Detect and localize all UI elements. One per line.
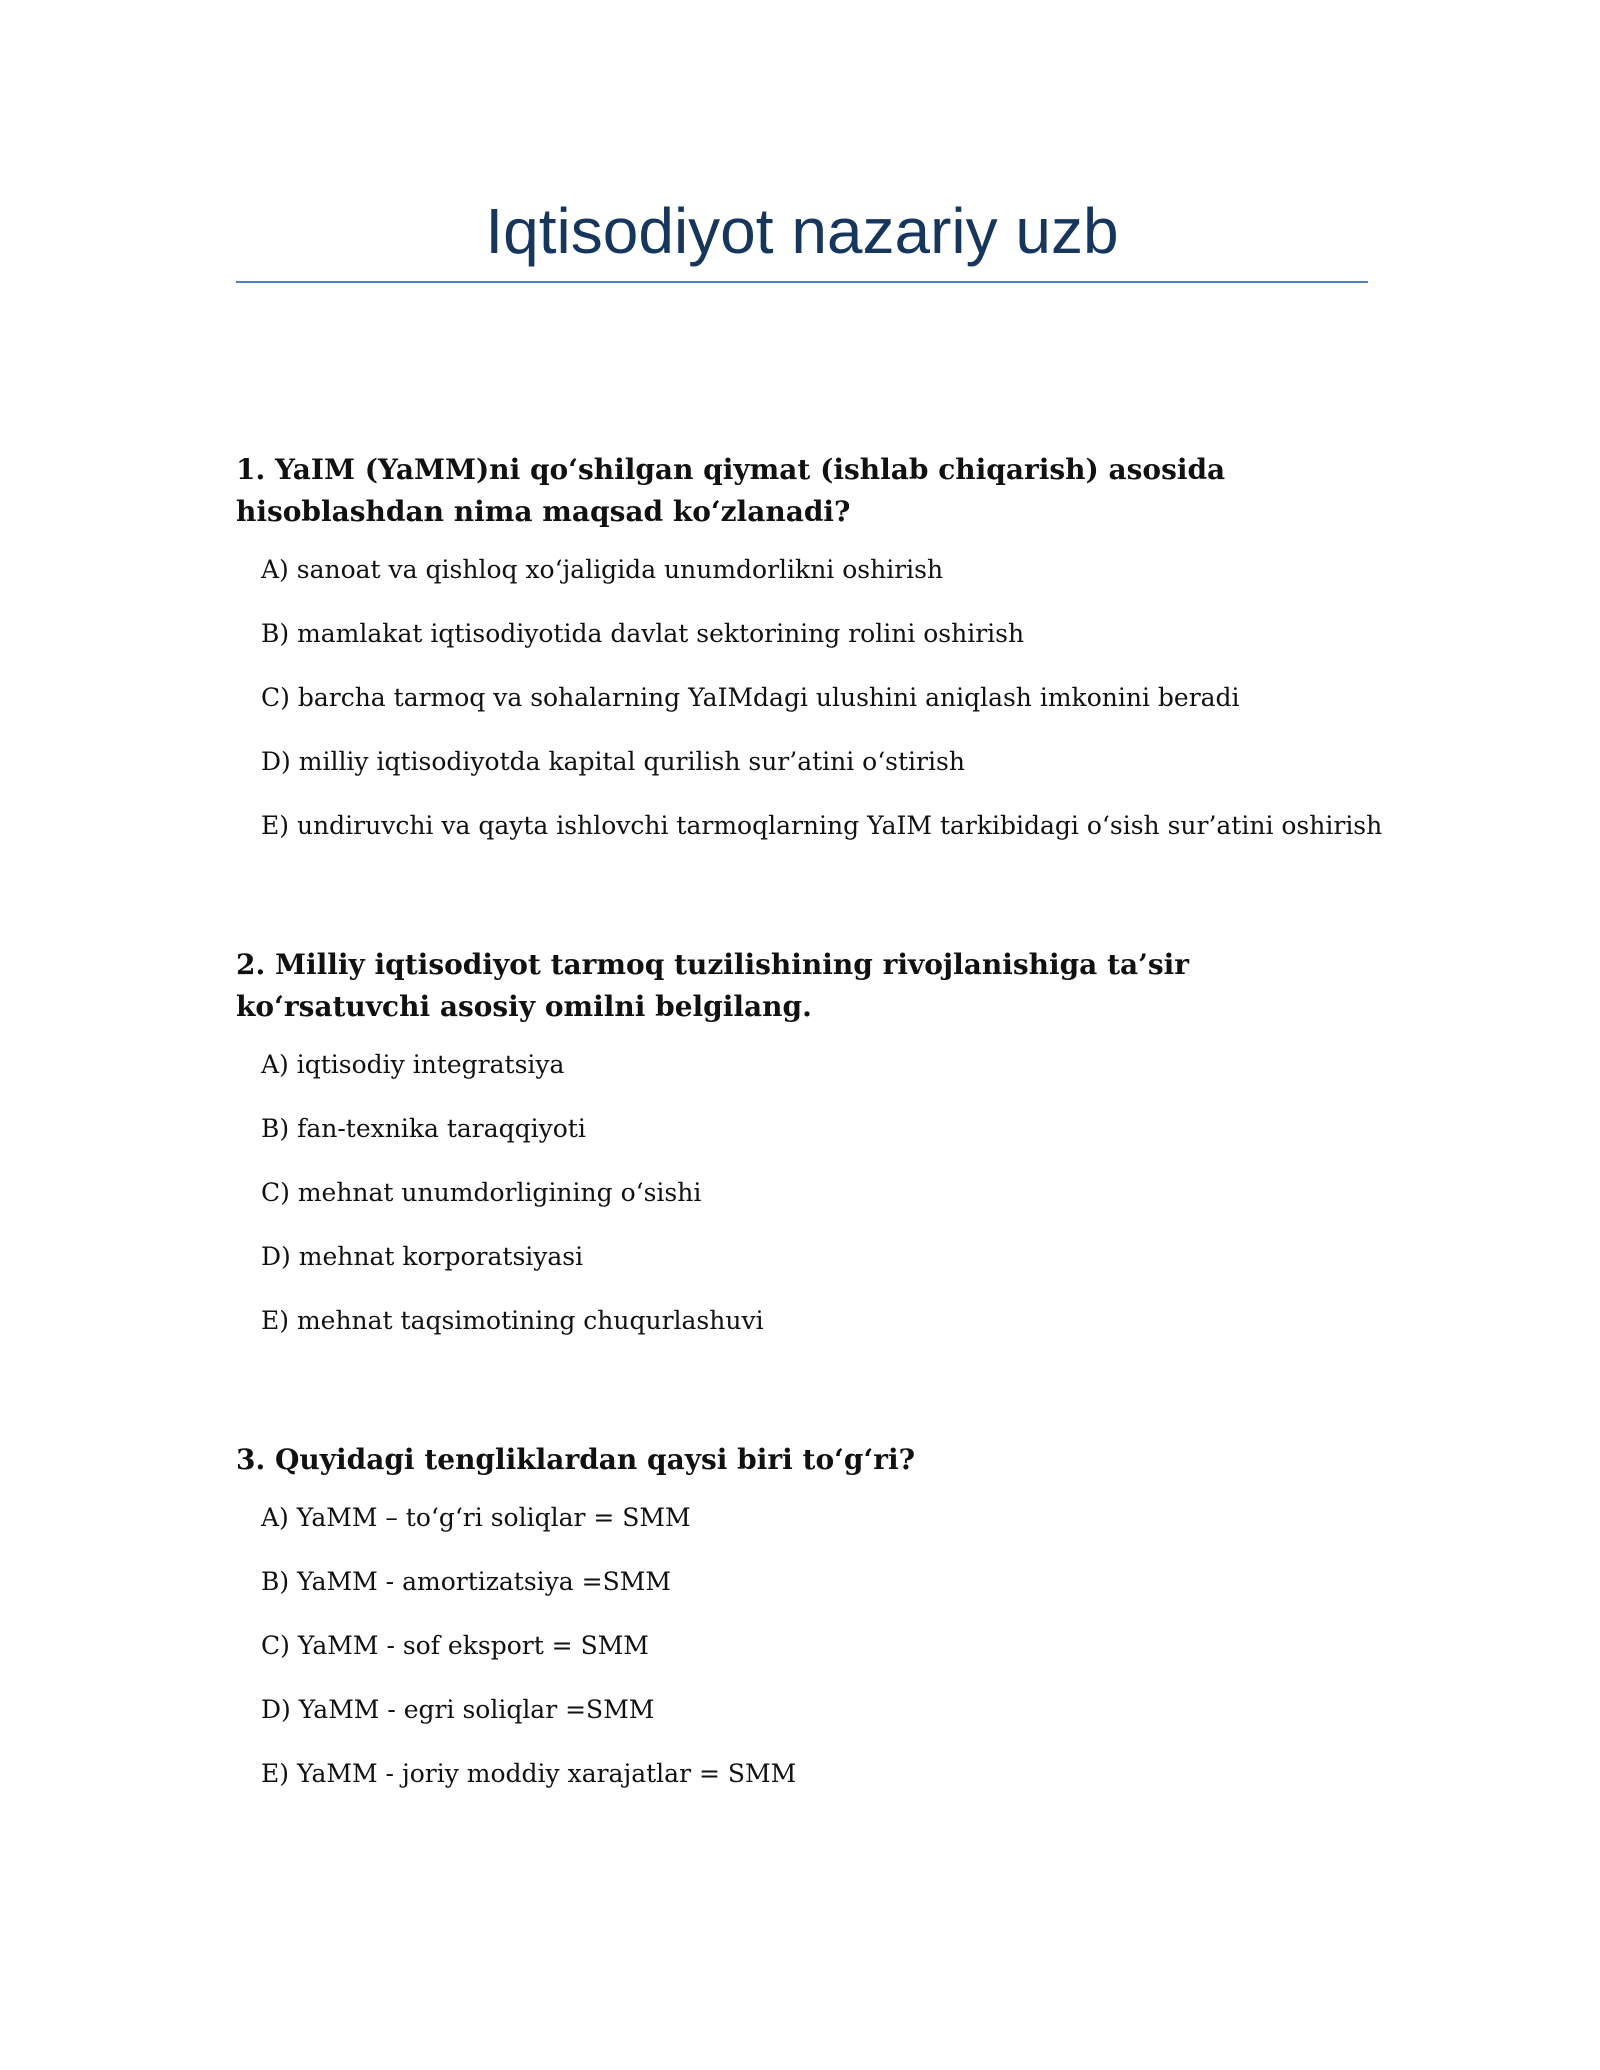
answer-options bbox=[236, 553, 1383, 843]
title-underline bbox=[236, 281, 1368, 283]
answer-option-b: B) fan-texnika taraqqiyoti bbox=[261, 1114, 586, 1143]
answer-option-c: C) mehnat unumdorligining o‘sishi bbox=[261, 1178, 702, 1207]
answer-option-e: E) undiruvchi va qayta ishlovchi tarmoqlarning YaIM tarkibidagi o‘sish sur’atini oshirish bbox=[261, 811, 1383, 840]
answer-option-a: A) YaMM – to‘g‘ri soliqlar = SMM bbox=[261, 1503, 691, 1532]
answer-option-d: D) milliy iqtisodiyotda kapital qurilish sur’atini o‘stirish bbox=[261, 747, 965, 776]
answer-option-c: C) YaMM - sof eksport = SMM bbox=[261, 1631, 649, 1660]
answer-options bbox=[236, 1501, 1366, 1791]
answer-option-c: C) barcha tarmoq va sohalarning YaIMdagi ulushini aniqlash imkonini beradi bbox=[261, 683, 1240, 712]
answer-option-b: B) YaMM - amortizatsiya =SMM bbox=[261, 1567, 671, 1596]
answer-option-b: B) mamlakat iqtisodiyotida davlat sektorining rolini oshirish bbox=[261, 619, 1025, 648]
document-title: Iqtisodiyot nazariy uzb bbox=[485, 195, 1119, 267]
question-2 bbox=[236, 944, 1366, 1368]
question-1 bbox=[236, 449, 1383, 873]
answer-option-a: A) iqtisodiy integratsiya bbox=[261, 1050, 565, 1079]
question-text: 1. YaIM (YaMM)ni qo‘shilgan qiymat (ishlab chiqarish) asosida hisoblashdan nima maqsad ko‘zlanadi? bbox=[236, 453, 1226, 528]
answer-option-e: E) YaMM - joriy moddiy xarajatlar = SMM bbox=[261, 1759, 797, 1788]
answer-option-d: D) mehnat korporatsiyasi bbox=[261, 1242, 584, 1271]
answer-option-d: D) YaMM - egri soliqlar =SMM bbox=[261, 1695, 655, 1724]
answer-options bbox=[236, 1048, 1366, 1338]
answer-option-e: E) mehnat taqsimotining chuqurlashuvi bbox=[261, 1306, 764, 1335]
question-text: 2. Milliy iqtisodiyot tarmoq tuzilishining rivojlanishiga ta’sir ko‘rsatuvchi asosiy omilni belgilang. bbox=[236, 948, 1190, 1023]
answer-option-a: A) sanoat va qishloq xo‘jaligida unumdorlikni oshirish bbox=[261, 555, 944, 584]
question-text: 3. Quyidagi tengliklardan qaysi biri to‘g‘ri? bbox=[236, 1443, 915, 1476]
question-3 bbox=[236, 1439, 1366, 1821]
